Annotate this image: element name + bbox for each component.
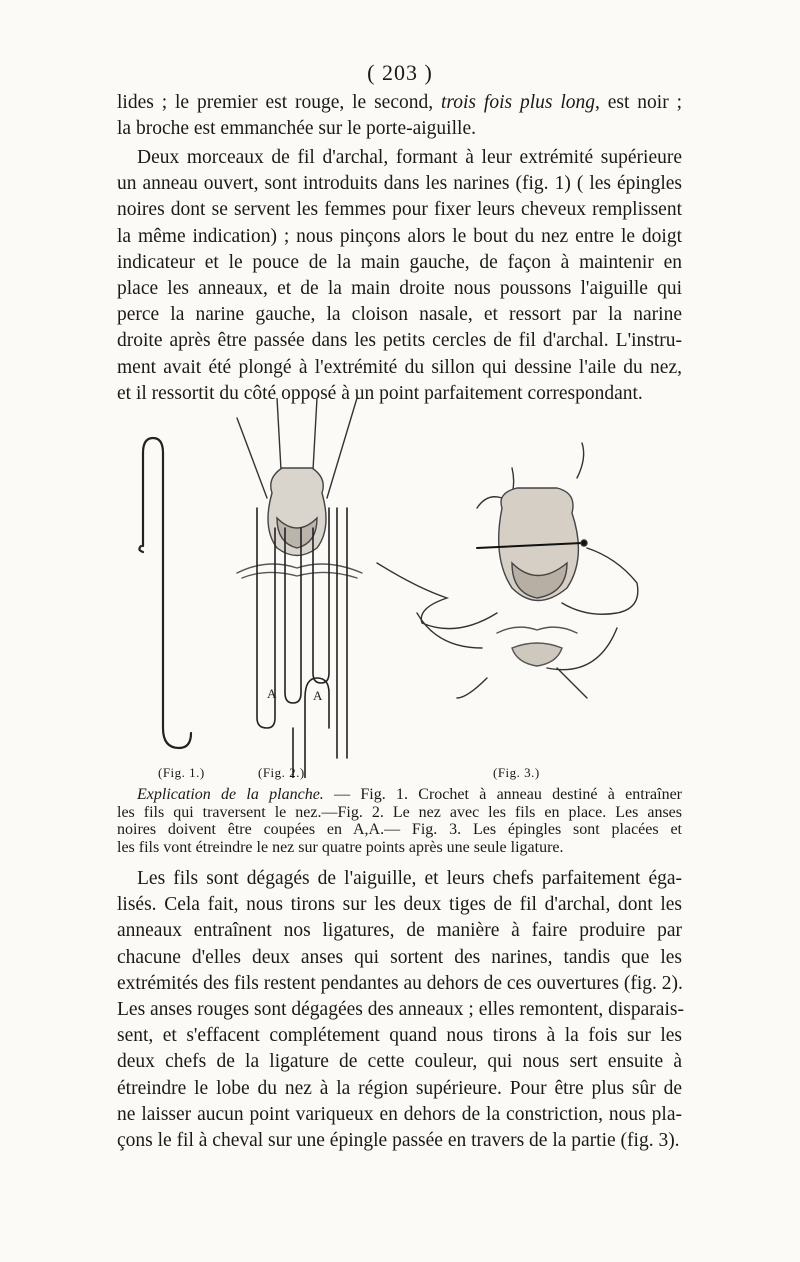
hook-wire: [143, 438, 191, 748]
text-line: Les anses rouges sont dégagées des anneaux ; elles remontent, disparais-: [117, 999, 684, 1021]
text-line: çons le fil à cheval sur une épingle passée en travers de la partie (fig. 3).: [117, 1130, 680, 1152]
text-line: lides ; le premier est rouge, le second, trois fois plus long, est noir ;: [117, 92, 682, 113]
caption-line: les fils vont étreindre le nez sur quatre points après une seule ligature.: [117, 838, 564, 856]
text-line: la même indication) ; nous pinçons alors le bout du nez entre le doigt: [117, 225, 682, 247]
text-line: et il ressortit du côté opposé à un point parfaitement correspondant.: [117, 382, 643, 404]
text-line: sent, et s'effacent complétement quand nous tirons à la fois sur les: [117, 1025, 682, 1047]
nose-ligature-view: [377, 443, 638, 698]
nose-front-view: [237, 398, 362, 778]
text-line: droite après être passée dans les petits cercles de fil d'archal. L'instru-: [117, 330, 682, 352]
text-line: anneaux entraînent nos ligatures, de manière à faire produire par: [117, 920, 682, 942]
anatomical-plate: [117, 398, 682, 778]
text-line: perce la narine gauche, la cloison nasale, et ressort par la narine: [117, 304, 682, 326]
text-line: place les anneaux, et de la main droite nous poussons l'aiguille qui: [117, 278, 682, 300]
text-line: ment avait été plongé à l'extrémité du sillon qui dessine l'aile du nez,: [117, 356, 682, 378]
page-number: ( 203 ): [367, 60, 433, 85]
figure-label-1: (Fig. 1.): [158, 765, 205, 780]
caption-line: noires doivent être coupées en A,A.— Fig. 3. Les épingles sont placées et: [117, 821, 682, 839]
caption-title: Explication de la planche.: [137, 786, 324, 803]
text-line: indicateur et le pouce de la main gauche, de façon à maintenir en: [117, 251, 682, 273]
paragraph-ligature: [117, 866, 682, 1154]
text-line: un anneau ouvert, sont introduits dans les narines (fig. 1) ( les épingles: [117, 173, 682, 195]
text-line: deux chefs de la ligature de cette couleur, qui nous sert ensuite à: [117, 1051, 682, 1073]
cut-point-label-a: A: [313, 688, 323, 703]
text-line: noires dont se servent les femmes pour fixer leurs cheveux remplissent: [117, 199, 682, 221]
italic-emphasis: trois fois plus long: [440, 92, 595, 113]
paragraph-continued: [117, 90, 682, 142]
caption-line: les fils qui traversent le nez.—Fig. 2. Le nez avec les fils en place. Les anses: [117, 803, 682, 821]
text-line: ne laisser aucun point variqueux en dehors de la constriction, nous pla-: [117, 1103, 682, 1125]
text-line: la broche est emmanchée sur le porte-aiguille.: [117, 118, 476, 140]
text-line: Les fils sont dégagés de l'aiguille, et leurs chefs parfaitement éga-: [137, 868, 682, 889]
caption-line: Explication de la planche. — Fig. 1. Crochet à anneau destiné à entraîner: [137, 786, 682, 803]
plate-caption: [117, 786, 682, 856]
plate-illustration: [117, 398, 682, 778]
paragraph-procedure: [117, 145, 682, 407]
text-line: lisés. Cela fait, nous tirons sur les deux tiges de fil d'archal, dont les: [117, 894, 682, 916]
text-line: étreindre le lobe du nez à la région supérieure. Pour être plus sûr de: [117, 1077, 682, 1099]
text-line: chacune d'elles deux anses qui sortent des narines, tandis que les: [117, 946, 682, 968]
text-line: extrémités des fils restent pendantes au dehors de ces ouvertures (fig. 2).: [117, 972, 683, 994]
text-line: Deux morceaux de fil d'archal, formant à leur extrémité supérieure: [137, 147, 682, 168]
figure-label-3: (Fig. 3.): [493, 765, 540, 780]
cut-point-label-a: A: [267, 686, 277, 701]
figure-label-2: (Fig. 2.): [258, 765, 305, 780]
